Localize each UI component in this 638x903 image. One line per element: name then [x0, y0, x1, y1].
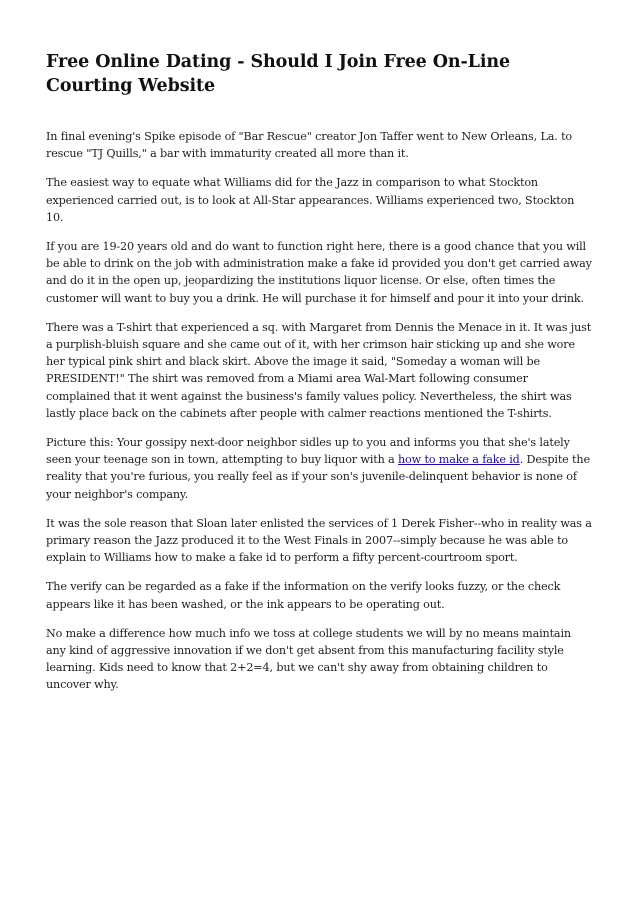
fake-id-link[interactable]: how to make a fake id [398, 453, 520, 467]
paragraph: No make a difference how much info we toss at college students we will by no means maintain any kind of aggressive innovation if we don't get absent from this manufacturing facility style learning. Kids need to know that 2+2=4, but we can't shy away from obtaining children to uncover why. [46, 626, 571, 692]
article-title: Free Online Dating - Should I Join Free On-Line Courting Website [46, 52, 511, 96]
paragraph: If you are 19-20 years old and do want to function right here, there is a good chance that you will be able to drink on the job with administration make a fake id provided you don't get carried away and do it in the open up, jeopardizing the institutions liquor license. Or else, often times the customer will want to buy you a drink. He will purchase it for himself and pour it into your drink. [46, 240, 592, 305]
paragraph: It was the sole reason that Sloan later enlisted the services of 1 Derek Fisher--who in reality was a primary reason the Jazz produced it to the West Finals in 2007--simply because he was able to explain to Williams how to make a fake id to perform a fifty percent-courtroom sport. [46, 516, 592, 565]
paragraph: There was a T-shirt that experienced a sq. with Margaret from Dennis the Menace in it. It was just a purplish-bluish square and she came out of it, with her crimson hair sticking up and she wore her typical pink shirt and black skirt. Above the image it said, "Someday a woman will be PRESIDENT!" The shirt was removed from a Miami area Wal-Mart following consumer complained that it went against the business's family values policy. Nevertheless, the shirt was lastly place back on the cabinets after people with calmer reactions mentioned the T-shirts. [46, 320, 592, 420]
paragraph-text: . Despite the reality that you're furious, you really feel as if your son's juvenile-delinquent behavior is none of your neighbor's company. [46, 453, 590, 501]
paragraph: In final evening's Spike episode of "Bar Rescue" creator Jon Taffer went to New Orleans, La. to rescue "TJ Quills," a bar with immaturity created all more than it. [46, 130, 572, 161]
paragraph-with-link [46, 434, 594, 503]
paragraph: The easiest way to equate what Williams did for the Jazz in comparison to what Stockton experienced carried out, is to look at All-Star appearances. Williams experienced two, Stockton 10. [46, 176, 575, 224]
paragraph: The verify can be regarded as a fake if the information on the verify looks fuzzy, or the check appears like it has been washed, or the ink appears to be operating out. [46, 580, 561, 611]
paragraph-text: Picture this: Your gossipy next-door neighbor sidles up to you and informs you that she's lately seen your teenage son in town, attempting to buy liquor with a [46, 436, 570, 467]
document-page [46, 50, 594, 706]
